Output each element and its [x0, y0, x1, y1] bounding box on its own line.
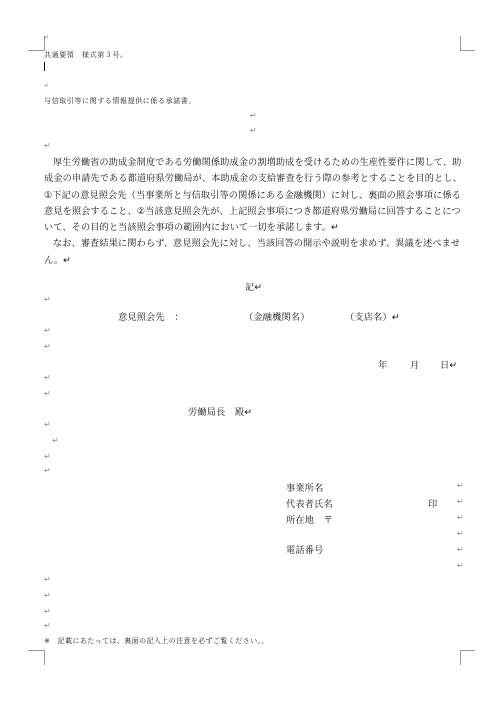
body-paragraphs: [44, 155, 462, 269]
return-mark: ↵: [44, 34, 50, 41]
header-label: 共通要領 様式第３号。: [44, 51, 128, 59]
return-mark: ↵: [44, 141, 51, 150]
return-mark: ↵: [457, 545, 464, 554]
return-mark: ↵: [44, 607, 51, 616]
return-mark: ↵: [457, 561, 464, 570]
footnote: ※ 記載にあたっては、裏面の記入上の注意を必ずご覧ください。。: [44, 637, 269, 645]
crop-mark-top-left: [28, 36, 45, 51]
return-mark: ↵: [44, 373, 51, 382]
return-mark: ↵: [250, 111, 257, 120]
document-title: 与信取引等に関する情報提供に係る承諾書。: [44, 97, 196, 105]
return-mark: ↵: [44, 389, 51, 398]
no-objection-paragraph: なお、審査結果に関わらず、意見照会先に対し、当該回答の開示や説明を求めず、異議を述べません。↵: [44, 238, 461, 266]
return-mark: ↵: [457, 497, 464, 506]
return-mark: ↵: [44, 452, 51, 461]
return-mark: ↵: [44, 621, 51, 630]
return-mark: ↵: [44, 466, 51, 475]
office-name-label[interactable]: 事業所名: [286, 483, 324, 494]
addressee[interactable]: 労働局長 殿↵: [188, 407, 253, 418]
inquiry-label: 意見照会先 ：: [118, 312, 184, 323]
representative-label[interactable]: 代表者氏名: [286, 499, 333, 510]
return-mark: ↵: [457, 529, 464, 538]
branch-name-field[interactable]: （支店名）↵: [345, 312, 400, 323]
bank-name-field[interactable]: （金融機関名）: [244, 312, 310, 323]
return-mark: ↵: [44, 82, 50, 89]
return-mark: ↵: [457, 481, 464, 490]
crop-mark-bottom-right: [460, 650, 475, 665]
return-mark: ↵: [44, 420, 51, 429]
text-cursor: [44, 62, 45, 71]
date-year[interactable]: 年: [378, 360, 388, 371]
return-mark: ↵: [44, 342, 51, 351]
address-label[interactable]: 所在地 〒: [286, 515, 333, 526]
ki-heading: 記↵: [245, 282, 263, 293]
crop-mark-bottom-left: [28, 650, 45, 665]
phone-label[interactable]: 電話番号: [286, 545, 324, 556]
return-mark: ↵: [44, 326, 51, 335]
consent-paragraph: 厚生労働省の助成金制度である労働関係助成金の割増助成を受けるための生産性要件に関して、助成金の申請先である都道府県労働局が、本助成金の支給審査を行う際の参考とすることを目的とし、①下記の意見照会先（当事業所と与信取引等の関係にある金融機関）に対し、裏面の照会事項に係る意見を照会すること、②当該意見照会先が、上記照会事項につき都道府県労働局に回答することについて、その目的と当該照会事項の範囲内において一切を承諾します。↵: [44, 157, 462, 234]
return-mark: ↵: [44, 575, 51, 584]
return-mark: ↵: [457, 513, 464, 522]
crop-mark-top-right: [460, 36, 475, 51]
date-month[interactable]: 月: [410, 360, 420, 371]
return-mark: ↵: [44, 591, 51, 600]
date-day[interactable]: 日↵: [440, 360, 458, 371]
return-mark: ↵: [52, 436, 59, 445]
seal-mark: 印: [428, 499, 438, 510]
return-mark: ↵: [44, 295, 51, 304]
return-mark: ↵: [250, 126, 257, 135]
